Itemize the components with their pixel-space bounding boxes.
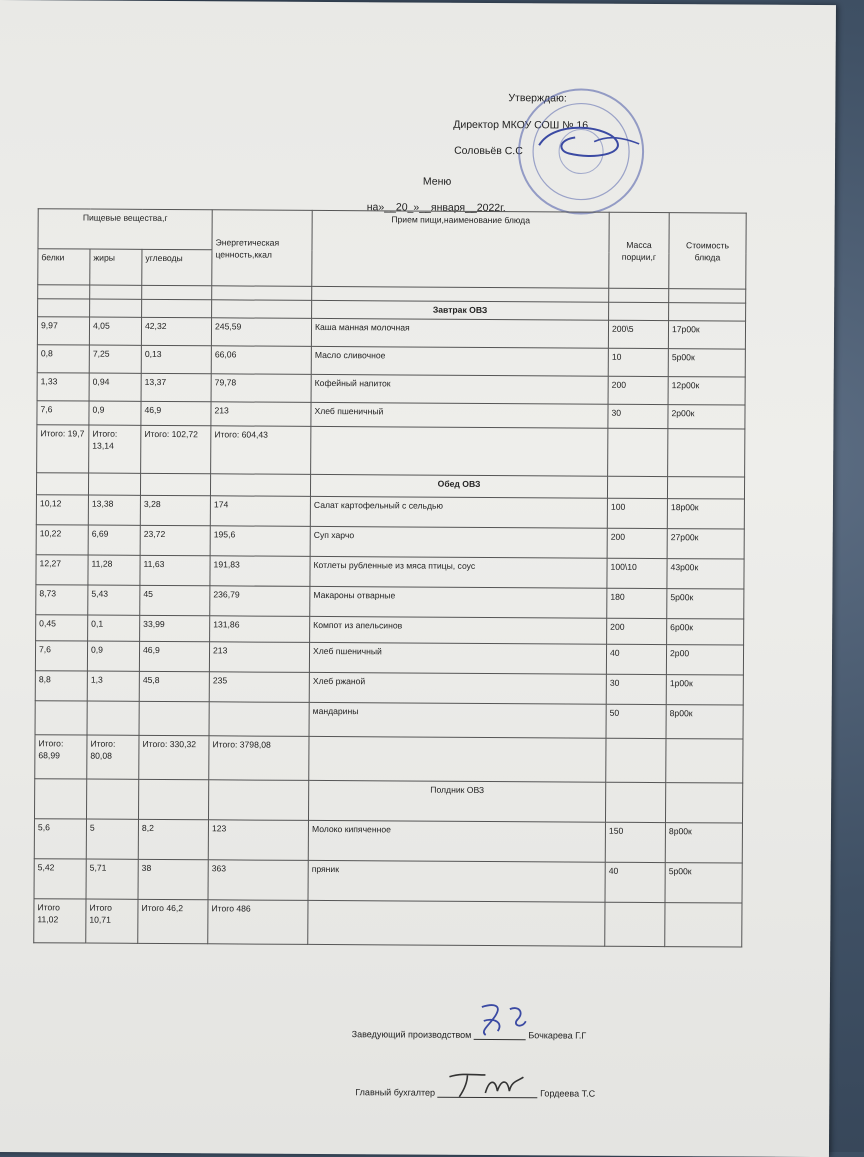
accountant-label: Главный бухгалтер [355,1087,436,1098]
mass-cell: 10 [608,348,668,376]
mass-cell: 40 [606,644,666,674]
empty-cell [36,473,88,495]
empty-cell [609,288,669,302]
carbs-cell: 11,63 [140,555,210,585]
empty-cell [311,426,608,476]
empty-cell [609,302,669,320]
price-cell: 8р00к [666,705,743,739]
round-seal-stamp [499,79,658,220]
total-cell: Итого 11,02 [34,899,86,943]
accountant-signature [355,1084,595,1098]
total-row [37,425,745,477]
empty-cell [669,289,746,303]
dish-row [36,525,744,559]
price-cell: 18р00к [667,499,744,529]
mass-header: Масса порции,г [609,212,669,288]
empty-cell [309,736,606,782]
production-name: Бочкарева Г.Г [528,1030,587,1041]
accountant-name: Гордеева Т.С [540,1088,596,1099]
fat-cell: 13,38 [88,495,140,525]
protein-cell: 9,97 [37,317,89,345]
mass-cell: 200 [608,376,668,404]
dish-row [37,373,745,405]
empty-cell [142,285,212,299]
dish-row [36,585,744,619]
empty-cell [667,477,744,499]
price-cell: 5р00к [667,589,744,619]
protein-cell: 0,45 [36,615,88,641]
total-row [34,899,742,947]
energy-cell: 245,59 [211,318,311,347]
director-label: Директор МКОУ СОШ № 16 [453,118,589,132]
total-cell: Итого: 80,08 [87,735,139,779]
empty-cell [38,285,90,299]
protein-cell: 10,12 [36,495,88,525]
protein-cell: 5,6 [34,819,86,859]
protein-cell: 5,42 [34,859,86,899]
protein-cell: 0,8 [37,345,89,373]
section-title: Полдник ОВЗ [309,780,606,822]
empty-cell [88,473,140,495]
price-header: Стоимость блюда [669,213,746,289]
empty-cell [90,285,142,299]
price-cell: 5р00к [665,863,742,903]
mass-cell: 100\10 [607,558,667,588]
fat-cell: 0,9 [87,641,139,671]
fat-cell: 0,1 [88,615,140,641]
protein-cell: 7,6 [35,641,87,671]
dish-row [35,701,743,739]
empty-cell [308,900,605,946]
fat-cell: 5 [86,819,138,859]
menu-table-body [34,285,746,947]
price-cell: 1р00к [666,675,743,705]
fat-cell: 11,28 [88,555,140,585]
fat-header: жиры [90,249,142,285]
total-row [35,735,743,783]
protein-cell: 10,22 [36,525,88,555]
fat-cell: 5,71 [86,859,138,899]
empty-cell [212,300,312,319]
production-handwritten-signature [474,1001,534,1039]
dish-row [34,859,742,903]
empty-cell [605,902,665,946]
price-cell: 12р00к [668,377,745,405]
mass-cell: 200 [607,618,667,644]
mass-cell: 30 [608,404,668,428]
document-title: Меню [422,175,452,188]
protein-header: белки [38,249,90,285]
fat-cell: 5,43 [88,585,140,615]
dish-name-cell: Суп харчо [310,526,607,558]
total-cell: Итого: 604,43 [211,426,311,475]
empty-cell [34,779,86,819]
total-cell: Итого: 102,72 [141,425,211,473]
energy-cell: 195,6 [210,526,310,557]
dish-name-cell: Хлеб ржаной [309,672,606,704]
empty-cell [666,739,743,783]
energy-header: Энергетическая ценность,ккал [212,210,312,287]
protein-cell: 7,6 [37,401,89,425]
dish-row [36,495,744,529]
dish-name-cell: Хлеб пшеничный [309,642,606,674]
fat-cell: 7,25 [89,345,141,373]
carbs-cell: 45 [140,585,210,615]
dish-row [37,345,745,377]
accountant-sign-line [438,1085,538,1099]
protein-cell: 8,8 [35,671,87,701]
fat-cell [87,701,139,735]
empty-cell [669,303,746,321]
empty-cell [209,780,309,821]
mass-cell: 180 [607,588,667,618]
energy-cell: 79,78 [211,374,311,403]
empty-cell [140,473,210,495]
energy-cell: 235 [209,672,309,703]
price-cell: 17р00к [668,321,745,349]
mass-cell: 30 [606,674,666,704]
dish-row [36,555,744,589]
price-cell: 8р00к [665,823,742,863]
protein-cell: 1,33 [37,373,89,401]
mass-cell: 50 [606,704,666,738]
dish-row [35,671,743,705]
energy-cell [209,702,309,737]
empty-cell [212,286,312,301]
dish-row [37,317,745,349]
energy-cell: 213 [211,402,311,427]
protein-cell: 8,73 [36,585,88,615]
section-row [34,779,742,823]
carbs-cell: 23,72 [140,525,210,555]
empty-cell [668,429,745,477]
carbs-cell: 46,9 [141,401,211,425]
dish-name-cell: Кофейный напиток [311,374,608,404]
empty-cell [38,299,90,317]
accountant-handwritten-signature [446,1069,526,1099]
carbs-cell: 46,9 [139,641,209,671]
dish-name-cell: Масло сливочное [311,346,608,376]
dish-name-cell: Котлеты рубленные из мяса птицы, соус [310,556,607,588]
dish-name-cell: Салат картофельный с сельдью [310,496,607,528]
meal-header: Прием пищи,наименование блюда [312,210,609,288]
total-cell: Итого 486 [208,900,308,945]
menu-date: на»__20_»__января__2022г. [366,201,506,215]
empty-cell [90,299,142,317]
fat-cell: 1,3 [87,671,139,701]
empty-cell [138,779,208,819]
energy-cell: 191,83 [210,556,310,587]
total-cell: Итого: 68,99 [35,735,87,779]
empty-cell [608,428,668,476]
carbs-cell: 45,8 [139,671,209,701]
total-cell: Итого: 3798,08 [209,736,309,781]
carbs-cell: 13,37 [141,373,211,401]
dish-name-cell: мандарины [309,702,606,738]
dish-row [34,819,742,863]
price-cell: 27р00к [667,529,744,559]
mass-cell: 100 [607,498,667,528]
approve-label: Утверждаю: [508,92,567,105]
mass-cell: 150 [605,822,665,862]
empty-cell [606,738,666,782]
energy-cell: 66,06 [211,346,311,375]
production-sign-line [474,1027,526,1040]
section-title: Обед ОВЗ [310,474,607,498]
energy-cell: 131,86 [210,616,310,643]
total-cell: Итого: 19,7 [37,425,89,473]
fat-cell: 4,05 [89,317,141,345]
dish-name-cell: Макароны отварные [310,586,607,618]
empty-cell [210,474,310,497]
dish-name-cell: Хлеб пшеничный [311,402,608,428]
carbs-cell [139,701,209,735]
dish-name-cell: Компот из апельсинов [310,616,607,644]
empty-cell [666,783,743,823]
empty-cell [606,782,666,822]
total-cell: Итого 46,2 [138,899,208,943]
total-cell: Итого 10,71 [86,899,138,943]
carbs-cell: 0,13 [141,345,211,373]
mass-cell: 200\5 [608,320,668,348]
empty-cell [607,476,667,498]
dish-row [35,641,743,675]
fat-cell: 0,94 [89,373,141,401]
menu-table [33,208,746,947]
director-name: Соловьёв С.С [454,144,523,158]
dish-name-cell: Молоко кипяченное [308,820,605,862]
mass-cell: 200 [607,528,667,558]
energy-cell: 213 [209,642,309,673]
protein-cell [35,701,87,735]
price-cell: 2р00к [668,405,745,429]
section-title: Завтрак ОВЗ [312,300,609,320]
protein-cell: 12,27 [36,555,88,585]
carbs-cell: 3,28 [140,495,210,525]
mass-cell: 40 [605,862,665,902]
energy-cell: 174 [210,496,310,527]
carbs-cell: 38 [138,859,208,899]
price-cell: 2р00 [666,645,743,675]
price-cell: 6р00к [667,619,744,645]
fat-cell: 6,69 [88,525,140,555]
carbs-cell: 42,32 [141,317,211,345]
fat-cell: 0,9 [89,401,141,425]
total-cell: Итого: 330,32 [139,735,209,779]
nutrients-header: Пищевые вещества,г [38,209,212,250]
energy-cell: 123 [208,820,308,861]
production-label: Заведующий производством [351,1029,472,1040]
energy-cell: 363 [208,860,308,901]
dish-name-cell: Каша манная молочная [311,318,608,348]
total-cell: Итого: 13,14 [89,425,141,473]
energy-cell: 236,79 [210,586,310,617]
dish-name-cell: пряник [308,860,605,902]
empty-cell [86,779,138,819]
carbs-header: углеводы [142,249,212,285]
production-signature [352,1026,587,1040]
price-cell: 5р00к [668,349,745,377]
empty-cell [665,903,742,947]
price-cell: 43р00к [667,559,744,589]
empty-cell [142,299,212,317]
carbs-cell: 8,2 [138,819,208,859]
carbs-cell: 33,99 [140,615,210,641]
